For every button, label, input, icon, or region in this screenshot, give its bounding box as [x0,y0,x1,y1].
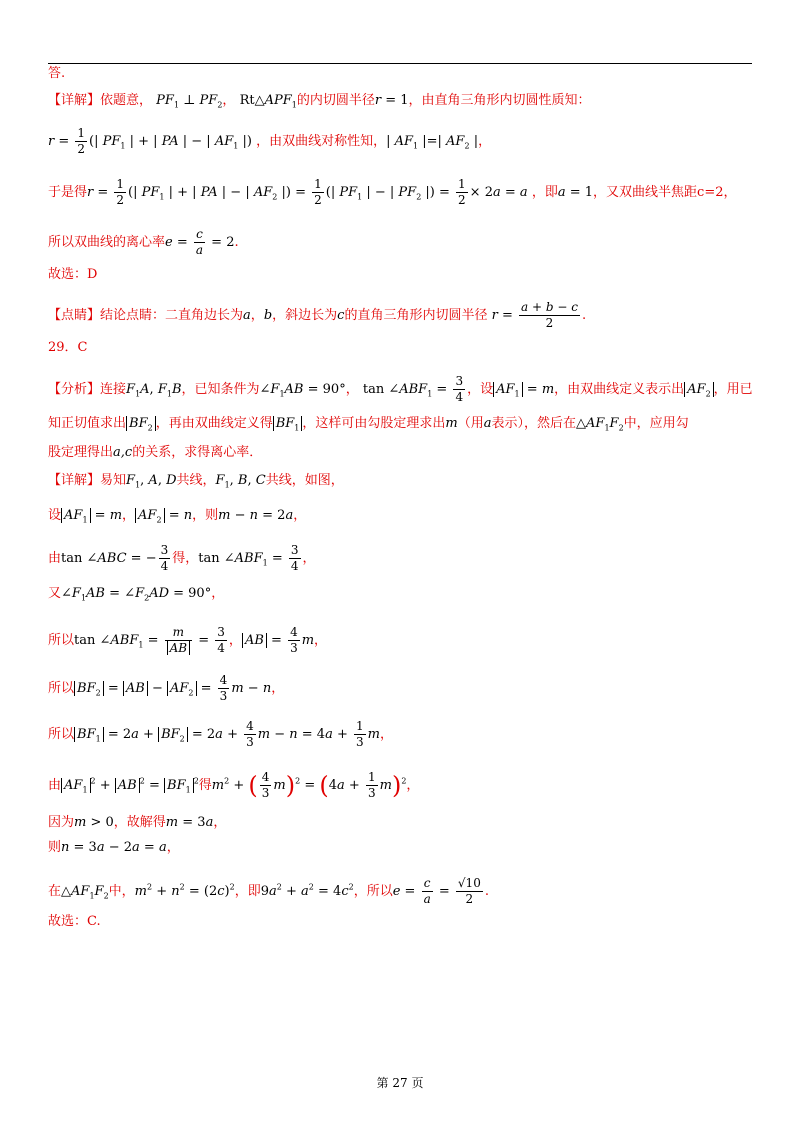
p29-detail-4: 又$\angle F_1AB$ = $\angle F_2AD = 90^\circ$， [48,586,225,603]
p29-analysis-3: 股定理得出a,c的关系，求得离心率． [48,445,263,460]
p29-number: 29．C [48,340,88,355]
p29-detail-9: 因为m > 0，故解得m = 3a， [48,815,227,830]
detail-tag: 【详解】 [48,93,101,108]
p28-radius-formula: r = $\frac{1}{2}$ (| $PF_1$ | + | PA | − | $AF_1$ |) ，由双曲线对称性知，| $AF_1$ |=| $AF_2$ |， [48,126,492,156]
comment-tag: 【点睛】 [48,308,101,323]
p29-detail-11: 在$\triangle AF_1F_2$中，$m^2 + n^2 = (2c)^2$，即$9a^2 + a^2 = 4c^2$，所以e = $\frac{c}{a}$ = $\frac{√10}{2}$ . [48,876,489,906]
p29-detail-6: 所以 $BF_2$ = AB − $AF_2$ = $\frac{4}{3}$ m − n， [48,673,285,703]
p28-choice: 故选：D [48,267,98,282]
p29-detail-7: 所以 $BF_1 = 2a + BF_2 = 2a$ + $\frac{4}{3}$ m − n = 4a + $\frac{1}{3}$ m， [48,719,393,749]
p29-detail-10: 则n = 3a − 2a = a， [48,840,180,855]
p29-choice: 故选：C. [48,914,101,929]
p29-detail-3: 由tan ∠ABC = − $\frac{3}{4}$ 得，$\tan \angle ABF_1$ = $\frac{3}{4}$ ， [48,543,316,573]
p29-detail-2: 设 $AF_1 = m$， $AF_2 = n$，则m − n = 2a， [48,508,307,525]
p28-eccentricity: 所以双曲线的离心率e = $\frac{c}{a}$ = 2. [48,227,239,257]
p28-detail-line: 【详解】依题意， $PF_1$ ⊥ $PF_2$， $Rt\triangle APF_1$的内切圆半径r = 1，由直角三角形内切圆性质知： [48,93,591,110]
page-number: 第 27 页 [376,1076,424,1090]
p28-derivation: 于是得r = $\frac{1}{2}$ (| $PF_1$ | + | PA | − | $AF_2$ |) = $\frac{1}{2}$ (| $PF_1$ | − | $PF_2$ |) = $\frac{1}{2}$ × 2a = a ，即a = 1，又双曲线半焦距c=2， [48,177,737,207]
p29-analysis-1: 【分析】连接$F_1A$, $F_1B$，已知条件为$\angle F_1AB = 90^\circ$， $\tan \angle ABF_1$ = $\frac{3}{4}$ ，设 $AF_1 = m$，由双曲线定义表示出 $AF_2$ ，用已 [48,374,753,404]
header-rule [48,63,752,64]
p29-detail-8: 由 $AF_1^2$ + AB $^2 = BF_1^2$得$m^2$ + ( $\frac{4}{3}$ m)$^2$ = (4a + $\frac{1}{3}$ m)$^2$， [48,770,420,800]
top-fragment: 答. [48,66,66,81]
p29-detail-1: 【详解】易知$F_1$, A, D共线，$F_1$, B, C共线，如图， [48,473,344,490]
p29-detail-5: 所以$\tan \angle ABF_1$ = $\frac{m}{AB}$ = $\frac{3}{4}$ ， AB = $\frac{4}{3}$ m， [48,625,328,655]
p29-analysis-2: 知正切值求出 $BF_2$ ，再由双曲线定义得 $BF_1$ ，这样可由勾股定理求出m（用a表示），然后在$\triangle AF_1F_2$中，应用勾 [48,416,689,433]
detail-tag: 【详解】 [48,473,101,488]
analysis-tag: 【分析】 [48,382,101,397]
p28-comment: 【点睛】结论点睛：二直角边长为a，b，斜边长为c的直角三角形内切圆半径 r = $\frac{a + b - c}{2}$ . [48,300,587,330]
